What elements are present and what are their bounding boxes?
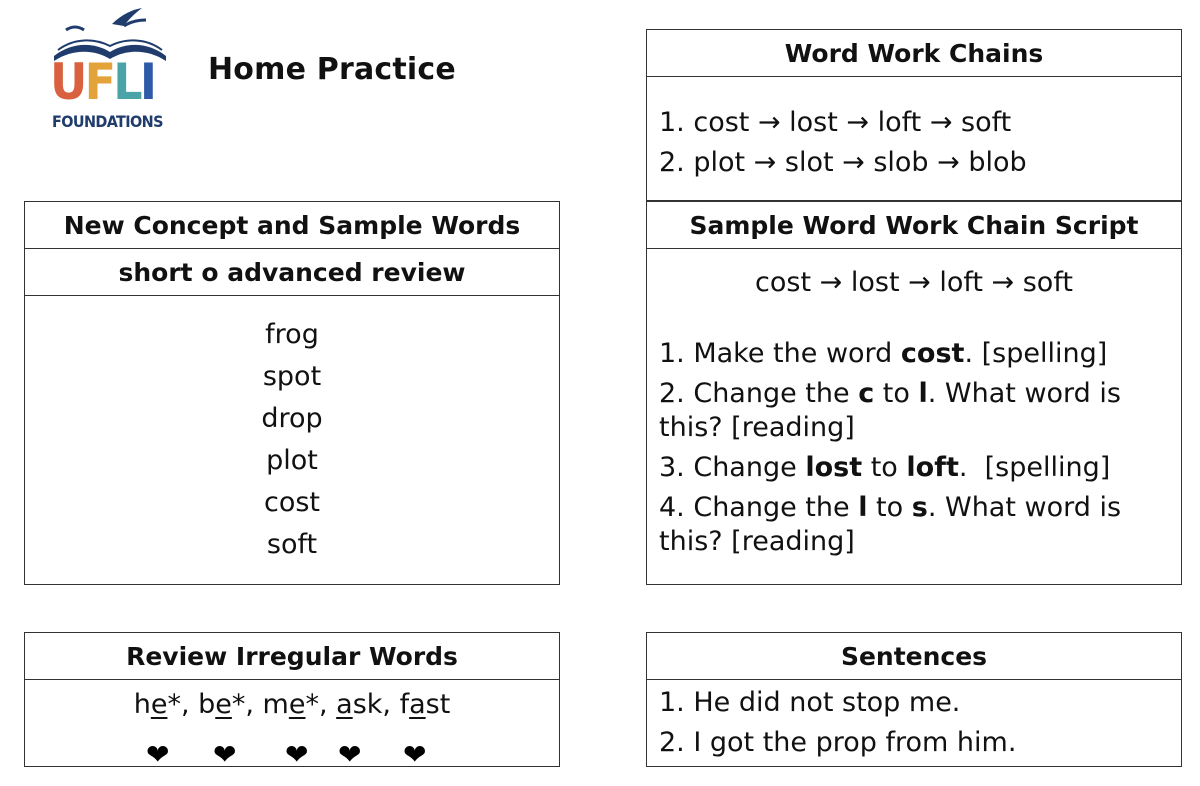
sentences-box — [646, 632, 1182, 767]
irregular-word-start: h — [133, 689, 151, 720]
script-step-text: to — [862, 452, 907, 483]
logo-letter-u: U — [50, 53, 85, 111]
irregular-word-underlined: a — [336, 689, 353, 720]
script-step-keyword: l — [858, 492, 868, 523]
irregular-separator: , — [245, 689, 263, 720]
logo-letter-l: L — [113, 53, 140, 111]
script-step-text: to — [867, 492, 912, 523]
irregular-word-start: m — [262, 689, 289, 720]
script-step-keyword: c — [858, 378, 875, 409]
chain-script-box — [646, 201, 1182, 585]
word-chains-list — [647, 77, 1181, 183]
word-chains-box — [646, 29, 1182, 201]
logo-letter-f: F — [84, 53, 114, 111]
heart-icon: ❤ — [338, 738, 362, 771]
sample-word: frog — [265, 319, 319, 350]
sentence-line: 2. I got the prop from him. — [659, 727, 1017, 758]
script-step-keyword: loft — [906, 452, 959, 483]
sentence-line: 1. He did not stop me. — [659, 687, 961, 718]
irregular-word-end: * — [167, 689, 181, 720]
irregular-word — [400, 689, 451, 720]
irregular-separator: , — [382, 689, 400, 720]
script-step — [659, 451, 1169, 485]
irregular-word-end: st — [425, 689, 451, 720]
irregular-word-end: * — [231, 689, 246, 720]
irregular-word — [198, 689, 245, 720]
sentences-list — [647, 680, 1181, 763]
sample-word: spot — [262, 361, 322, 392]
page-title: Home Practice — [208, 52, 456, 87]
irregular-word-underlined: e — [215, 689, 232, 720]
irregular-separator: , — [180, 689, 199, 720]
script-step-text: . [spelling] — [958, 452, 1111, 483]
irregular-word-underlined: e — [150, 689, 168, 720]
script-step — [659, 337, 1169, 371]
logo-subtitle: FOUNDATIONS — [52, 112, 163, 131]
new-concept-subheading: short o advanced review — [25, 249, 559, 296]
irregular-word-end: sk — [352, 689, 383, 720]
script-step — [659, 491, 1169, 559]
sample-word: drop — [261, 403, 323, 434]
word-chains-heading: Word Work Chains — [647, 30, 1181, 77]
irregular-separator: , — [318, 689, 337, 720]
script-step-keyword: lost — [805, 452, 863, 483]
sample-word: cost — [263, 487, 321, 518]
irregular-word-underlined: a — [409, 689, 426, 720]
chain-script-steps — [647, 303, 1181, 559]
script-step-text: 2. Change the — [659, 378, 859, 409]
script-step-text: 3. Change — [659, 452, 806, 483]
heart-icon: ❤ — [146, 738, 170, 771]
irregular-word-underlined: e — [288, 689, 306, 720]
script-step-text: . What word is this? [reading] — [659, 378, 1130, 443]
chain-script-chain: cost → lost → loft → soft — [755, 267, 1073, 298]
script-step-text: 1. Make the word — [659, 338, 901, 369]
logo-letter-i: I — [139, 53, 155, 111]
irregular-word-start: b — [198, 689, 216, 720]
irregular-word-line — [25, 680, 559, 728]
ufli-logo — [50, 6, 170, 131]
sentences-heading: Sentences — [647, 633, 1181, 680]
irregular-word-start: f — [399, 689, 410, 720]
chain-script-heading: Sample Word Work Chain Script — [647, 202, 1181, 249]
word-chain-line: 2. plot → slot → slob → blob — [659, 147, 1027, 178]
sample-word: plot — [266, 445, 318, 476]
script-step-keyword: l — [918, 378, 928, 409]
word-chain-line: 1. cost → lost → loft → soft — [659, 107, 1012, 138]
script-step-text: to — [874, 378, 919, 409]
sample-word: soft — [266, 529, 318, 560]
irregular-word-end: * — [305, 689, 319, 720]
new-concept-box — [24, 201, 560, 585]
heart-icon: ❤ — [213, 738, 237, 771]
script-step-text: 4. Change the — [659, 492, 859, 523]
heart-icon: ❤ — [403, 738, 427, 771]
new-concept-heading: New Concept and Sample Words — [25, 202, 559, 249]
script-step — [659, 377, 1169, 445]
heart-icon: ❤ — [285, 738, 309, 771]
irregular-word — [336, 689, 382, 720]
irregular-word — [263, 689, 319, 720]
script-step-text: . What word is this? [reading] — [659, 492, 1130, 557]
script-step-keyword: cost — [900, 338, 965, 369]
logo-wordmark — [50, 52, 160, 112]
sample-word-list — [25, 296, 559, 566]
script-step-keyword: s — [911, 492, 928, 523]
irregular-word — [134, 689, 181, 720]
irregular-heading: Review Irregular Words — [25, 633, 559, 680]
script-step-text: . [spelling] — [964, 338, 1108, 369]
